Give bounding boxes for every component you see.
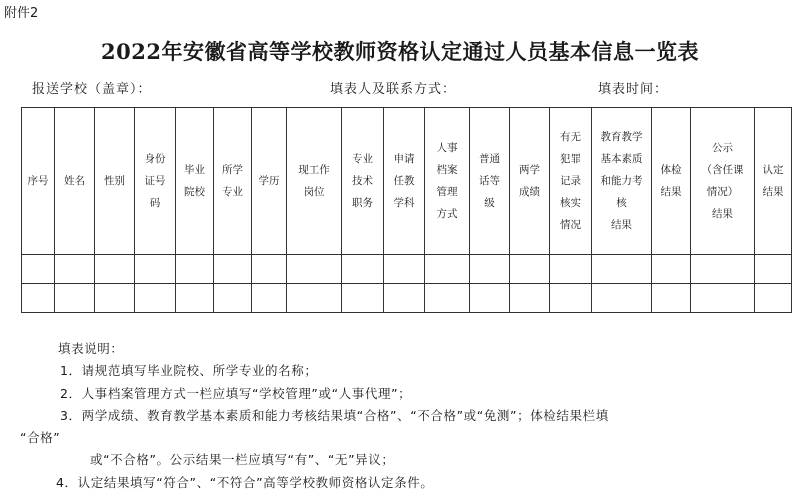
note-line: 2．人事档案管理方式一栏应填写“学校管理”或“人事代理”； (60, 385, 412, 401)
column-header (214, 108, 252, 255)
column-header-label: 现工作 岗位 (298, 164, 330, 198)
table-cell[interactable] (135, 284, 176, 313)
page-title: 2022年安徽省高等学校教师资格认定通过人员基本信息一览表 (101, 39, 699, 64)
table-cell[interactable] (176, 255, 214, 284)
column-header-label: 教育教学 基本素质 和能力考 核 结果 (600, 131, 643, 231)
table-cell[interactable] (55, 255, 95, 284)
table-cell[interactable] (22, 255, 55, 284)
column-header-label: 性别 (104, 175, 125, 187)
column-header (691, 108, 755, 255)
column-header (252, 108, 287, 255)
table-cell[interactable] (384, 255, 425, 284)
table-cell[interactable] (135, 255, 176, 284)
table-cell[interactable] (287, 284, 342, 313)
note-line: 1．请规范填写毕业院校、所学专业的名称； (60, 363, 318, 379)
table-cell[interactable] (425, 255, 470, 284)
column-header (135, 108, 176, 255)
column-header-label: 公示 （含任课 情况） 结果 (701, 142, 744, 220)
column-header (176, 108, 214, 255)
info-table (21, 107, 792, 313)
column-header (95, 108, 135, 255)
notes-section (20, 338, 780, 494)
table-cell[interactable] (510, 255, 550, 284)
column-header-label: 学历 (258, 175, 280, 187)
notes-heading: 填表说明： (58, 341, 124, 356)
table-cell[interactable] (550, 284, 592, 313)
table-cell[interactable] (425, 284, 470, 313)
table-row (22, 284, 792, 313)
column-header-label: 人事 档案 管理 方式 (436, 142, 458, 220)
note-line: 4．认定结果填写“符合”、“不符合”高等学校教师资格认定条件。 (56, 474, 434, 490)
column-header-label: 毕业 院校 (184, 164, 205, 198)
column-header (470, 108, 510, 255)
column-header-label: 申请 任教 学科 (393, 153, 415, 209)
table-cell[interactable] (652, 255, 691, 284)
table-cell[interactable] (384, 284, 425, 313)
table-cell[interactable] (550, 255, 592, 284)
column-header-label: 普通 话等 级 (479, 153, 500, 209)
table-cell[interactable] (252, 255, 287, 284)
column-header (510, 108, 550, 255)
column-header-label: 序号 (27, 175, 49, 187)
column-header-label: 认定 结果 (762, 164, 784, 198)
table-cell[interactable] (55, 284, 95, 313)
column-header-label: 所学 专业 (222, 164, 243, 198)
table-row (22, 255, 792, 284)
column-header-label: 身份 证号 码 (144, 153, 166, 209)
column-header (425, 108, 470, 255)
table-cell[interactable] (176, 284, 214, 313)
column-header-label: 专业 技术 职务 (352, 153, 373, 209)
table-cell[interactable] (22, 284, 55, 313)
column-header-label: 姓名 (64, 175, 85, 187)
table-cell[interactable] (652, 284, 691, 313)
column-header (22, 108, 55, 255)
table-cell[interactable] (95, 255, 135, 284)
date-field-label: 填表时间： (598, 82, 669, 97)
filler-contact-field-label: 填表人及联系方式： (330, 82, 457, 97)
column-header-label: 两学 成绩 (519, 164, 540, 198)
table-cell[interactable] (95, 284, 135, 313)
note-line: “合格” (20, 430, 61, 446)
column-header-label: 有无 犯罪 记录 核实 情况 (560, 131, 581, 231)
table-cell[interactable] (592, 284, 652, 313)
table-cell[interactable] (510, 284, 550, 313)
table-cell[interactable] (755, 284, 792, 313)
table-cell[interactable] (755, 255, 792, 284)
column-header (55, 108, 95, 255)
column-header (592, 108, 652, 255)
school-field-label: 报送学校（盖章）： (32, 82, 152, 97)
table-cell[interactable] (592, 255, 652, 284)
column-header-label: 体检 结果 (660, 164, 682, 198)
column-header (550, 108, 592, 255)
table-cell[interactable] (470, 255, 510, 284)
column-header (652, 108, 691, 255)
table-cell[interactable] (691, 284, 755, 313)
note-line: 3．两学成绩、教育教学基本素质和能力考核结果填“合格”、“不合格”或“免测”；体检结果栏填 (60, 407, 609, 423)
table-cell[interactable] (691, 255, 755, 284)
column-header (287, 108, 342, 255)
note-line: 或“不合格”。公示结果一栏应填写“有”、“无”异议； (90, 452, 395, 468)
table-cell[interactable] (214, 284, 252, 313)
table-cell[interactable] (470, 284, 510, 313)
table-cell[interactable] (252, 284, 287, 313)
column-header (755, 108, 792, 255)
table-cell[interactable] (342, 284, 384, 313)
table-cell[interactable] (342, 255, 384, 284)
table-cell[interactable] (214, 255, 252, 284)
column-header (342, 108, 384, 255)
attachment-label: 附件2 (4, 6, 39, 21)
table-cell[interactable] (287, 255, 342, 284)
column-header (384, 108, 425, 255)
table-header-row (22, 108, 792, 255)
